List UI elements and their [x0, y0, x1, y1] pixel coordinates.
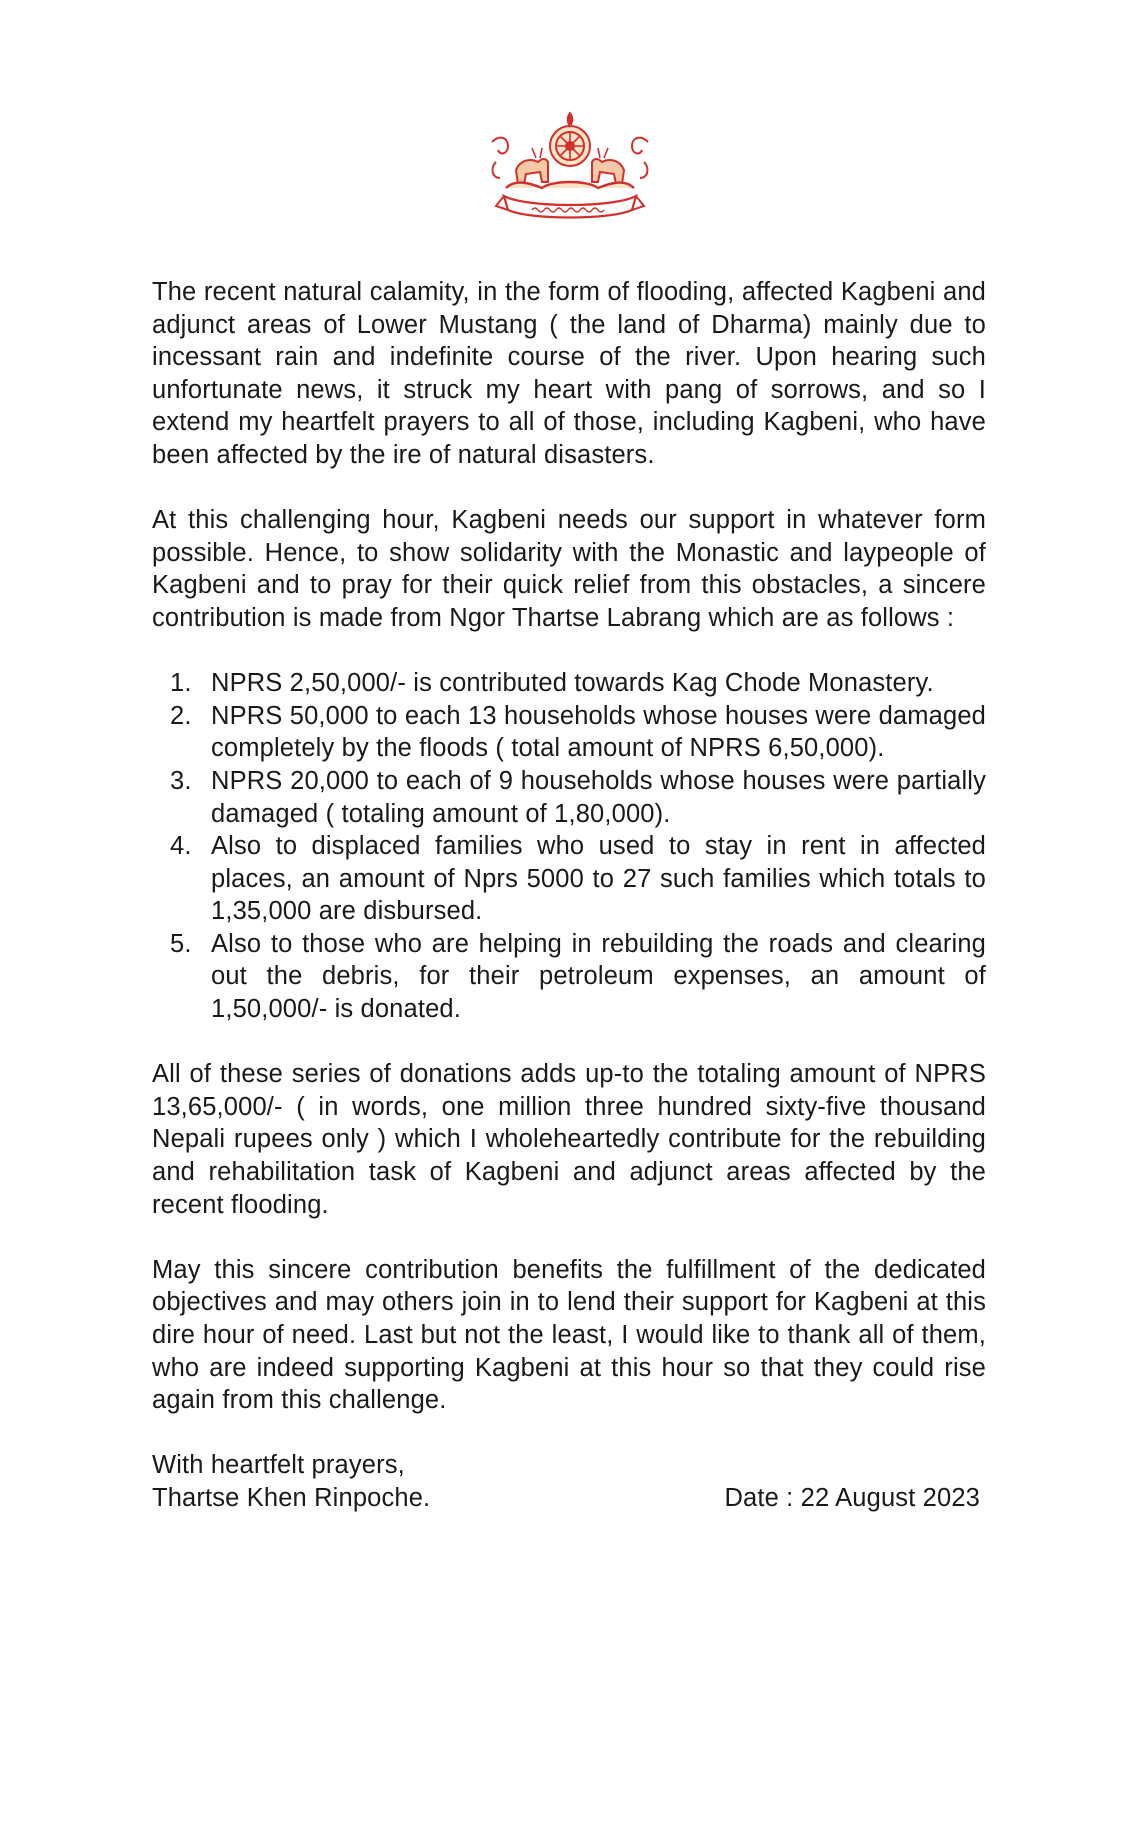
closing-line: With heartfelt prayers,: [152, 1451, 405, 1480]
list-item-text: NPRS 2,50,000/- is contributed towards Kag Chode Monastery.: [211, 669, 934, 698]
dharma-wheel-emblem-icon: [486, 112, 654, 224]
list-item-number: 2.: [170, 701, 192, 730]
list-item: [152, 830, 986, 928]
list-item: [152, 765, 986, 830]
paragraph-calamity: The recent natural calamity, in the form of flooding, affected Kagbeni and adjunct areas of Lower Mustang ( the land of Dharma) mainly due to incessant rain and indefinite course of the river. Upon hearing such unfortunate news, it struck my heart with pang of sorrows, and so I extend my heartfelt prayers to all of those, including Kagbeni, who have been affected by the ire of natural disasters.: [152, 278, 986, 469]
contribution-list: [152, 667, 986, 1026]
list-item-number: 3.: [170, 766, 192, 795]
list-item: [152, 928, 986, 1026]
list-item-text: Also to those who are helping in rebuilding the roads and clearing out the debris, for their petroleum expenses, an amount of 1,50,000/- is donated.: [211, 929, 986, 1024]
paragraph-total: All of these series of donations adds up-to the totaling amount of NPRS 13,65,000/- ( in words, one million three hundred sixty-five thousand Nepali rupees only ) which I wholeheartedly contribute for the rebuilding and rehabilitation task of Kagbeni and adjunct areas affected by the recent flooding.: [152, 1060, 986, 1219]
list-item-text: Also to displaced families who used to stay in rent in affected places, an amount of Nprs 5000 to 27 such families which totals to 1,35,000 are disbursed.: [211, 832, 986, 926]
paragraph-thanks: May this sincere contribution benefits the fulfillment of the dedicated objectives and may others join in to lend their support for Kagbeni at this dire hour of need. Last but not the least, I would like to thank all of them, who are indeed supporting Kagbeni at this hour so that they could rise again from this challenge.: [152, 1255, 986, 1415]
list-item-number: 1.: [170, 669, 192, 698]
signature-block: [152, 1449, 986, 1514]
list-item: [152, 667, 986, 700]
letter-body: [152, 276, 986, 1515]
list-item: [152, 700, 986, 765]
list-item-number: 4.: [170, 832, 192, 861]
letter-date: Date : 22 August 2023: [724, 1483, 980, 1512]
list-item-number: 5.: [170, 929, 192, 958]
signatory-name: Thartse Khen Rinpoche.: [152, 1483, 431, 1512]
paragraph-support: At this challenging hour, Kagbeni needs our support in whatever form possible. Hence, to show solidarity with the Monastic and laypeople of Kagbeni and to pray for their quick relief from this obstacles, a sincere contribution is made from Ngor Thartse Labrang which are as follows :: [152, 506, 986, 632]
list-item-text: NPRS 20,000 to each of 9 households whose houses were partially damaged ( totaling amount of 1,80,000).: [211, 766, 986, 828]
list-item-text: NPRS 50,000 to each 13 households whose houses were damaged completely by the floods ( total amount of NPRS 6,50,000).: [211, 701, 986, 763]
